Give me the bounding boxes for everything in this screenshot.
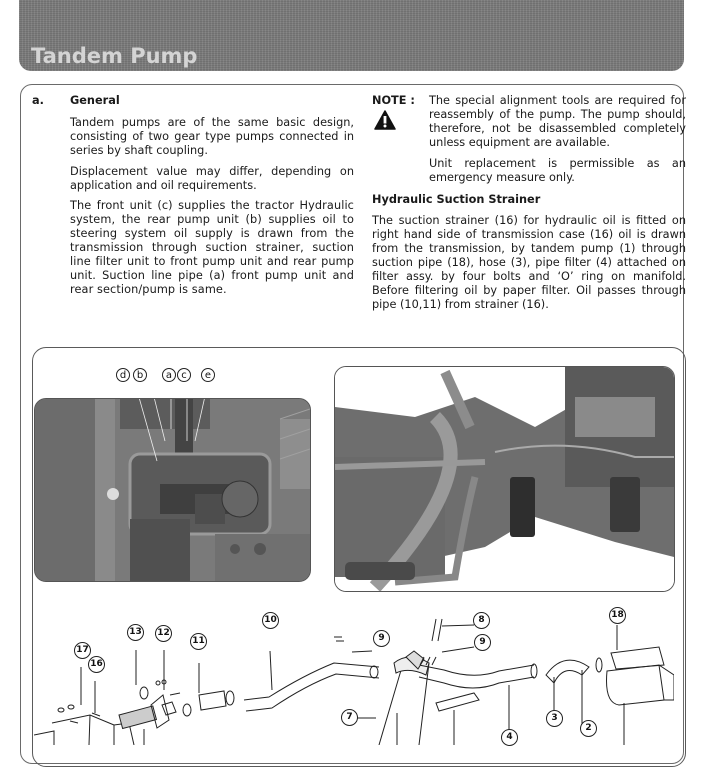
part-number-8: 8 xyxy=(473,612,490,629)
part-number-9b: 9 xyxy=(474,634,491,651)
callout-c: c xyxy=(177,368,191,382)
part-number-16: 16 xyxy=(88,656,105,673)
general-section xyxy=(32,94,354,297)
callout-d: d xyxy=(116,368,130,382)
note-paragraph-2: Unit replacement is permissible as an emergency measure only. xyxy=(429,156,686,184)
note-section xyxy=(372,94,686,312)
general-paragraph-3: The front unit (c) supplies the tractor Hydraulic system, the rear pump unit (b) supplies oil to steering system oil supply is drawn from the transmission through suction strainer, suction line filter unit to front pump unit and rear pump unit. Suction line pipe (a) front pump unit and rear section/pump is same. xyxy=(70,199,354,296)
page-header-band xyxy=(19,0,684,71)
part-number-9a: 9 xyxy=(373,630,390,647)
part-number-10: 10 xyxy=(262,612,279,629)
section-letter: a. xyxy=(32,94,44,107)
part-number-2: 2 xyxy=(580,720,597,737)
callout-e: e xyxy=(201,368,215,382)
section-title: General xyxy=(70,94,120,107)
part-number-3: 3 xyxy=(546,710,563,727)
page-title: Tandem Pump xyxy=(31,44,198,68)
part-number-4: 4 xyxy=(501,729,518,746)
engine-photo-right xyxy=(334,366,675,592)
part-number-13: 13 xyxy=(127,624,144,641)
warning-triangle-icon xyxy=(374,110,396,130)
part-number-18: 18 xyxy=(609,607,626,624)
strainer-paragraph: The suction strainer (16) for hydraulic oil is fitted on right hand side of transmission case (16) oil is drawn from the transmission, by tandem pump (1) through suction pipe (18), hose (3), pipe filter (4) attached on filter assy. by four bolts and ‘O’ ring on manifold. Before filtering oil by paper filter. Oil passes through pipe (10,11) from strainer (16). xyxy=(372,214,686,311)
note-label: NOTE : xyxy=(372,94,415,107)
general-paragraph-1: Tandem pumps are of the same basic design, consisting of two gear type pumps connected in series by shaft coupling. xyxy=(70,115,354,157)
callout-b: b xyxy=(133,368,147,382)
strainer-heading: Hydraulic Suction Strainer xyxy=(372,193,541,207)
callout-a: a xyxy=(162,368,176,382)
part-number-11: 11 xyxy=(190,633,207,650)
part-number-12: 12 xyxy=(155,625,172,642)
part-number-7: 7 xyxy=(341,709,358,726)
note-paragraph-1: The special alignment tools are required for reassembly of the pump. The pump should, therefore, not be disassembled completely unless equipment are available. xyxy=(429,94,686,149)
engine-photo-left xyxy=(34,398,311,582)
general-paragraph-2: Displacement value may differ, depending on application and oil requirements. xyxy=(70,164,354,192)
part-number-17: 17 xyxy=(74,642,91,659)
